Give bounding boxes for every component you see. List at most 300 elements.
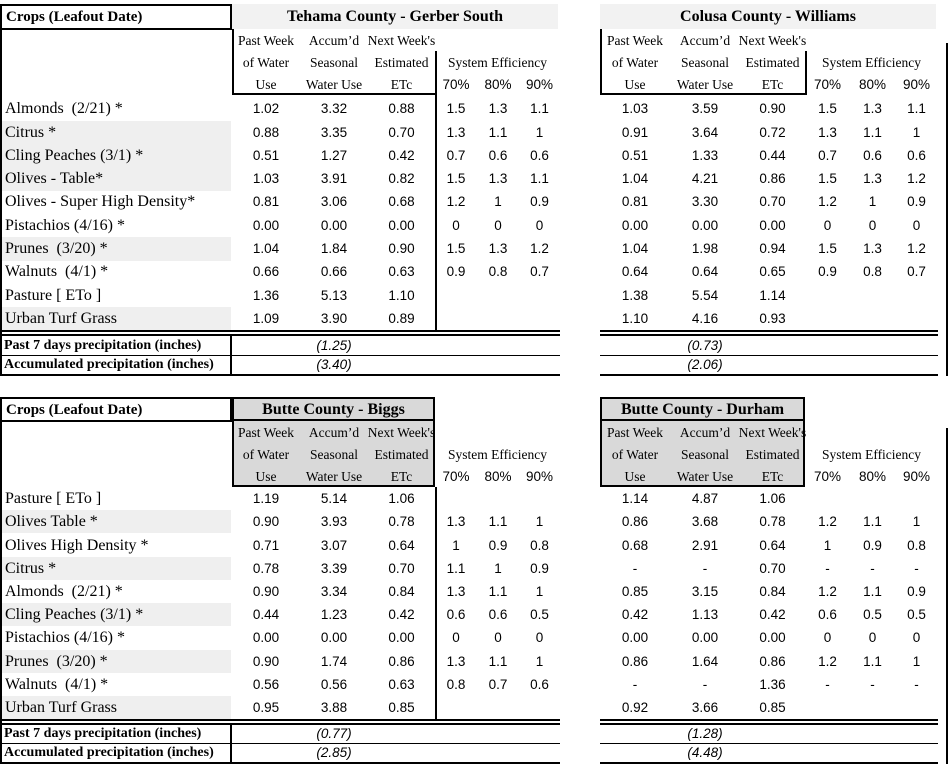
value-cell: 4.87: [691, 491, 719, 506]
value-cell: 0.64: [621, 264, 649, 279]
table-title: Butte County - Biggs: [232, 397, 435, 421]
value-cell: 0.00: [621, 630, 649, 645]
value-cell: -: [825, 676, 830, 692]
value-cell: -: [632, 676, 638, 692]
value-cell: 1.2: [818, 653, 837, 669]
crop-row-label: Citrus *: [5, 559, 57, 577]
value-cell: 1.98: [691, 241, 719, 256]
value-cell: 0: [494, 630, 502, 645]
value-cell: 0.9: [818, 264, 837, 279]
double-rule: [600, 330, 938, 336]
value-cell: -: [870, 560, 875, 576]
value-cell: 1.1: [488, 514, 508, 529]
column-header: Estimated: [745, 55, 800, 70]
value-cell: 0.85: [621, 584, 649, 599]
value-cell: 1.3: [446, 653, 466, 669]
value-cell: 1.33: [691, 147, 719, 163]
value-cell: 0.66: [252, 264, 280, 279]
value-cell: 1.1: [488, 124, 508, 140]
value-cell: 0.9: [863, 537, 882, 553]
efficiency-header: System Efficiency: [447, 55, 548, 70]
value-cell: 0.44: [252, 607, 280, 622]
value-cell: 0.56: [320, 676, 348, 692]
value-cell: 3.15: [691, 584, 719, 599]
column-header: of Water: [242, 447, 290, 462]
value-cell: 0.88: [388, 101, 415, 116]
value-cell: 1.04: [621, 171, 649, 186]
value-cell: 0.72: [759, 124, 786, 140]
table-bottom-border: [0, 762, 560, 764]
crop-row-label: Walnuts (4/1) *: [5, 263, 109, 280]
value-cell: 1.1: [530, 101, 549, 116]
value-cell: 0.64: [388, 537, 415, 553]
value-cell: 3.88: [320, 700, 348, 715]
precip-value: (1.28): [687, 726, 723, 741]
value-cell: 0.51: [252, 147, 280, 163]
value-cell: 1.38: [621, 287, 649, 303]
crop-row-label: Prunes (3/20) *: [5, 240, 108, 257]
value-cell: 0: [912, 217, 921, 233]
value-cell: 0.81: [252, 194, 280, 209]
value-cell: -: [702, 676, 708, 692]
value-cell: 0.68: [621, 537, 649, 553]
crop-row-label: Urban Turf Grass: [5, 309, 117, 327]
value-cell: 1.2: [530, 241, 549, 256]
value-cell: 1.1: [863, 514, 882, 529]
value-cell: 0.6: [488, 607, 508, 622]
value-cell: 0.86: [759, 171, 786, 186]
value-cell: 0.6: [530, 676, 549, 692]
value-cell: 0.78: [759, 514, 786, 529]
precip-value: (2.85): [316, 745, 352, 760]
table-title: Tehama County - Gerber South: [232, 4, 558, 29]
value-cell: 1.02: [252, 101, 280, 116]
column-header: Past Week: [606, 33, 664, 48]
crop-row-label: Almonds (2/21) *: [5, 583, 123, 600]
value-cell: 0.00: [388, 630, 415, 645]
precip-value: (2.06): [687, 357, 723, 372]
value-cell: 1.3: [818, 124, 837, 140]
value-cell: 1: [535, 124, 544, 140]
value-cell: 3.66: [691, 700, 719, 715]
value-cell: 1: [535, 514, 544, 529]
value-cell: 1.3: [488, 101, 508, 116]
value-cell: 0.78: [388, 514, 415, 529]
value-cell: 0.7: [530, 264, 549, 279]
value-cell: 0.00: [759, 630, 786, 645]
value-cell: 1.2: [818, 194, 837, 209]
column-header: Past Week: [606, 425, 664, 440]
value-cell: 3.06: [320, 194, 348, 209]
value-cell: 4.16: [691, 310, 719, 326]
efficiency-column-header: 90%: [525, 77, 554, 92]
value-cell: 5.54: [691, 287, 719, 303]
crop-row-label: Olives - Table*: [5, 170, 104, 187]
value-cell: 1.5: [446, 101, 466, 116]
value-cell: 0.5: [907, 607, 926, 622]
column-header: Past Week: [237, 425, 295, 440]
value-cell: 0: [535, 630, 544, 645]
value-cell: 0.94: [759, 241, 786, 256]
value-cell: 0.63: [388, 264, 415, 279]
column-header: ETc: [761, 77, 784, 92]
efficiency-column-header: 80%: [484, 469, 512, 484]
value-cell: 2.91: [691, 537, 719, 553]
value-cell: 1.3: [863, 241, 882, 256]
value-cell: 0: [452, 630, 460, 645]
crop-row-label: Pasture [ ETo ]: [5, 286, 102, 304]
value-cell: 0.70: [759, 560, 786, 576]
precip-value: (1.25): [316, 338, 352, 353]
value-cell: 1.2: [907, 241, 926, 256]
efficiency-column-header: 70%: [442, 77, 470, 92]
value-cell: 1.03: [252, 171, 280, 186]
value-cell: 0.00: [621, 217, 649, 233]
efficiency-column-header: 90%: [902, 469, 931, 484]
value-cell: 0.7: [907, 264, 926, 279]
value-cell: 0.70: [388, 560, 415, 576]
value-cell: 0.85: [388, 700, 415, 715]
value-cell: 0.8: [907, 537, 926, 553]
value-cell: 0.8: [863, 264, 882, 279]
value-cell: 0.42: [388, 147, 415, 163]
value-cell: 0.86: [621, 514, 649, 529]
value-cell: 4.21: [691, 171, 719, 186]
value-cell: 0: [494, 217, 502, 233]
value-cell: 1.3: [488, 171, 508, 186]
value-cell: 0.9: [907, 194, 926, 209]
table-bottom-border: [600, 762, 938, 764]
value-cell: 0.6: [530, 147, 549, 163]
value-cell: 0.8: [488, 264, 508, 279]
value-cell: -: [702, 560, 708, 576]
column-header: Use: [624, 469, 646, 484]
value-cell: 0.90: [252, 514, 280, 529]
value-cell: 0.71: [252, 537, 280, 553]
value-cell: 0.89: [388, 310, 415, 326]
column-header: Seasonal: [681, 447, 729, 462]
precip-row-label: Past 7 days precipitation (inches): [4, 338, 202, 353]
value-cell: 1: [494, 560, 502, 576]
value-cell: 1.27: [320, 147, 348, 163]
value-cell: 1.10: [388, 287, 415, 303]
value-cell: 0.86: [759, 653, 786, 669]
value-cell: 0.00: [320, 217, 348, 233]
value-cell: 1.2: [818, 584, 837, 599]
value-cell: 1: [494, 194, 502, 209]
crop-row-label: Olives Table *: [5, 513, 98, 530]
value-cell: 0.5: [863, 607, 882, 622]
value-cell: 1.3: [488, 241, 508, 256]
crop-row-label: Urban Turf Grass: [5, 699, 117, 716]
value-cell: 1: [452, 537, 460, 553]
precip-value: (0.73): [687, 338, 723, 353]
value-cell: 5.14: [320, 491, 348, 506]
value-cell: 1.1: [907, 101, 926, 116]
value-cell: 1.3: [863, 171, 882, 186]
value-cell: 1.36: [759, 676, 786, 692]
value-cell: 0.00: [691, 217, 719, 233]
value-cell: 0.00: [252, 630, 280, 645]
value-cell: 0.56: [252, 676, 280, 692]
crops-header-cell: Crops (Leafout Date): [0, 4, 232, 30]
efficiency-column-header: 70%: [442, 469, 470, 484]
crop-row-label: Cling Peaches (3/1) *: [5, 606, 144, 623]
precip-value: (0.77): [316, 726, 352, 741]
column-header: of Water: [611, 55, 659, 70]
crop-row-label: Prunes (3/20) *: [5, 652, 108, 670]
column-header: Next Week's: [367, 425, 436, 440]
value-cell: 0.86: [621, 653, 649, 669]
value-cell: 1: [912, 514, 921, 529]
value-cell: 0.9: [530, 560, 549, 576]
column-header: Estimated: [374, 447, 429, 462]
value-cell: 1.10: [621, 310, 649, 326]
column-header: Past Week: [237, 33, 295, 48]
value-cell: 1.1: [863, 653, 882, 669]
value-cell: -: [914, 560, 919, 576]
crop-row-label: Olives - Super High Density*: [5, 193, 196, 210]
value-cell: 1.5: [446, 241, 466, 256]
value-cell: 0.6: [446, 607, 466, 622]
value-cell: 1: [535, 584, 544, 599]
column-header: Seasonal: [681, 55, 729, 70]
crop-row-label: Cling Peaches (3/1) *: [5, 146, 144, 164]
value-cell: 0.8: [530, 537, 549, 553]
value-cell: 1.5: [818, 171, 837, 186]
precip-value: (3.40): [316, 357, 352, 372]
value-cell: 1.04: [252, 241, 280, 256]
efficiency-column-header: 70%: [813, 77, 842, 92]
value-cell: 5.13: [320, 287, 348, 303]
precip-row-label: Past 7 days precipitation (inches): [4, 726, 202, 741]
crop-row-label: Olives High Density *: [5, 536, 149, 554]
value-cell: 0.00: [388, 217, 415, 233]
value-cell: 1.1: [863, 584, 882, 599]
value-cell: 0.6: [907, 147, 926, 163]
value-cell: 0.6: [488, 147, 508, 163]
value-cell: 0.6: [863, 147, 882, 163]
precip-label-right-border: [230, 724, 232, 762]
column-header: Next Week's: [367, 33, 436, 48]
cropped-adjacent-table-border: [946, 43, 948, 376]
value-cell: 1.5: [446, 171, 466, 186]
crop-row-label: Walnuts (4/1) *: [5, 675, 109, 693]
value-cell: 1.2: [818, 514, 837, 529]
column-header: Accum’d: [308, 33, 360, 48]
value-cell: 0.42: [759, 607, 786, 622]
value-cell: 1: [912, 124, 921, 140]
value-cell: 3.59: [691, 101, 719, 116]
value-cell: 1.1: [488, 584, 508, 599]
value-cell: 0.68: [388, 194, 415, 209]
value-cell: 0.00: [320, 630, 348, 645]
value-cell: 1.74: [320, 653, 348, 669]
value-cell: 0.65: [759, 264, 786, 279]
value-cell: 0.7: [488, 676, 508, 692]
column-header: Water Use: [676, 77, 734, 92]
value-cell: 0.9: [530, 194, 549, 209]
double-rule: [600, 719, 938, 725]
column-header: ETc: [390, 469, 413, 484]
value-cell: 1.09: [252, 310, 280, 326]
efficiency-column-header: 70%: [813, 469, 842, 484]
value-cell: -: [825, 560, 830, 576]
value-cell: 0.70: [759, 194, 786, 209]
value-cell: 1.1: [530, 171, 549, 186]
precip-row-label: Accumulated precipitation (inches): [4, 357, 214, 372]
value-cell: 0.64: [691, 264, 719, 279]
value-cell: 1.1: [863, 124, 882, 140]
value-cell: 0.81: [621, 194, 649, 209]
column-header: of Water: [242, 55, 290, 70]
value-cell: 1.36: [252, 287, 280, 303]
value-cell: 3.32: [320, 101, 348, 116]
value-cell: 1.06: [388, 491, 415, 506]
value-cell: 3.30: [691, 194, 719, 209]
value-cell: 0.78: [252, 560, 280, 576]
column-header: Use: [255, 469, 277, 484]
efficiency-column-header: 80%: [858, 77, 887, 92]
column-header: Water Use: [676, 469, 734, 484]
value-cell: -: [632, 560, 638, 576]
value-cell: 0.5: [530, 607, 549, 622]
value-cell: 3.93: [320, 514, 348, 529]
value-cell: 0.90: [759, 101, 786, 116]
column-header: Water Use: [305, 469, 363, 484]
value-cell: 1.14: [759, 287, 786, 303]
crop-row-label: Citrus *: [5, 123, 57, 141]
value-cell: 0: [868, 630, 877, 645]
precip-row-label: Accumulated precipitation (inches): [4, 745, 214, 760]
column-header: Use: [255, 77, 277, 92]
crop-row-label: Pistachios (4/16) *: [5, 629, 125, 646]
efficiency-header: System Efficiency: [821, 55, 922, 70]
cropped-adjacent-table-border: [946, 428, 948, 764]
efficiency-column-header: 80%: [858, 469, 887, 484]
efficiency-column-header: 90%: [525, 469, 554, 484]
value-cell: 1: [868, 194, 877, 209]
column-header: Next Week's: [738, 425, 807, 440]
column-header: Accum’d: [308, 425, 360, 440]
double-rule: [0, 330, 560, 336]
value-cell: 3.35: [320, 124, 348, 140]
value-cell: 0.9: [446, 264, 466, 279]
value-cell: 1.84: [320, 241, 348, 256]
value-cell: 3.64: [691, 124, 719, 140]
value-cell: 0.90: [388, 241, 415, 256]
value-cell: 0.42: [388, 607, 415, 622]
value-cell: 1.13: [691, 607, 719, 622]
column-header: Seasonal: [310, 447, 358, 462]
value-cell: 1.3: [446, 584, 466, 599]
value-cell: 0.88: [252, 124, 280, 140]
value-cell: 0.82: [388, 171, 415, 186]
column-header: ETc: [390, 77, 413, 92]
value-cell: 0.84: [759, 584, 786, 599]
value-cell: 0.84: [388, 584, 415, 599]
value-cell: 0.63: [388, 676, 415, 692]
value-cell: 0.00: [252, 217, 280, 233]
value-cell: 0.9: [488, 537, 508, 553]
value-cell: 0: [535, 217, 544, 233]
value-cell: 0: [823, 217, 832, 233]
value-cell: 0.7: [446, 147, 466, 163]
value-cell: 0.93: [759, 310, 786, 326]
efficiency-column-header: 90%: [902, 77, 931, 92]
value-cell: 0.42: [621, 607, 649, 622]
value-cell: 3.91: [320, 171, 348, 186]
value-cell: 3.34: [320, 584, 348, 599]
table-bottom-border: [0, 374, 560, 376]
crop-row-label: Almonds (2/21) *: [5, 100, 123, 117]
value-cell: 0: [868, 217, 877, 233]
value-cell: 1.3: [446, 124, 466, 140]
value-cell: 0.00: [759, 217, 786, 233]
value-cell: 0.95: [252, 700, 280, 715]
efficiency-header: System Efficiency: [821, 447, 922, 462]
value-cell: 0.85: [759, 700, 786, 715]
value-cell: 1.3: [446, 514, 466, 529]
value-cell: 1.14: [621, 491, 649, 506]
crops-header-cell: Crops (Leafout Date): [0, 397, 232, 422]
crop-row-label: Pasture [ ETo ]: [5, 490, 102, 507]
value-cell: 0.90: [252, 653, 280, 669]
value-cell: 0.00: [691, 630, 719, 645]
value-cell: 1.2: [446, 194, 466, 209]
column-header: Accum’d: [679, 33, 731, 48]
value-cell: 0.7: [818, 147, 837, 163]
column-header: Accum’d: [679, 425, 731, 440]
crop-row-label: Pistachios (4/16) *: [5, 216, 125, 234]
value-cell: 1.06: [759, 491, 786, 506]
value-cell: 0.70: [388, 124, 415, 140]
value-cell: 1: [823, 537, 832, 553]
value-cell: -: [914, 676, 919, 692]
value-cell: 0.6: [818, 607, 837, 622]
table-title: Butte County - Durham: [600, 397, 805, 421]
precip-separator-line: [600, 355, 938, 356]
column-header: Next Week's: [738, 33, 807, 48]
value-cell: 1.23: [320, 607, 348, 622]
value-cell: 0.91: [621, 124, 649, 140]
precip-value: (4.48): [687, 745, 723, 760]
column-header: Estimated: [374, 55, 429, 70]
value-cell: 1.5: [818, 101, 837, 116]
value-cell: 0: [912, 630, 921, 645]
column-header: Estimated: [745, 447, 800, 462]
value-cell: 1.5: [818, 241, 837, 256]
value-cell: 1.1: [488, 653, 508, 669]
value-cell: 0: [823, 630, 832, 645]
value-cell: 0.66: [320, 264, 348, 279]
efficiency-column-header: 80%: [484, 77, 512, 92]
column-header: ETc: [761, 469, 784, 484]
value-cell: 1.19: [252, 491, 280, 506]
precip-separator-line: [600, 743, 938, 744]
value-cell: 0.64: [759, 537, 786, 553]
value-cell: 1.64: [691, 653, 719, 669]
column-header: Use: [624, 77, 646, 92]
value-cell: 3.07: [320, 537, 348, 553]
value-cell: 0.44: [759, 147, 786, 163]
value-cell: 0.8: [446, 676, 466, 692]
value-cell: 1.1: [446, 560, 466, 576]
value-cell: 1: [912, 653, 921, 669]
value-cell: 1.2: [907, 171, 926, 186]
value-cell: 1: [535, 653, 544, 669]
efficiency-header: System Efficiency: [447, 447, 548, 462]
